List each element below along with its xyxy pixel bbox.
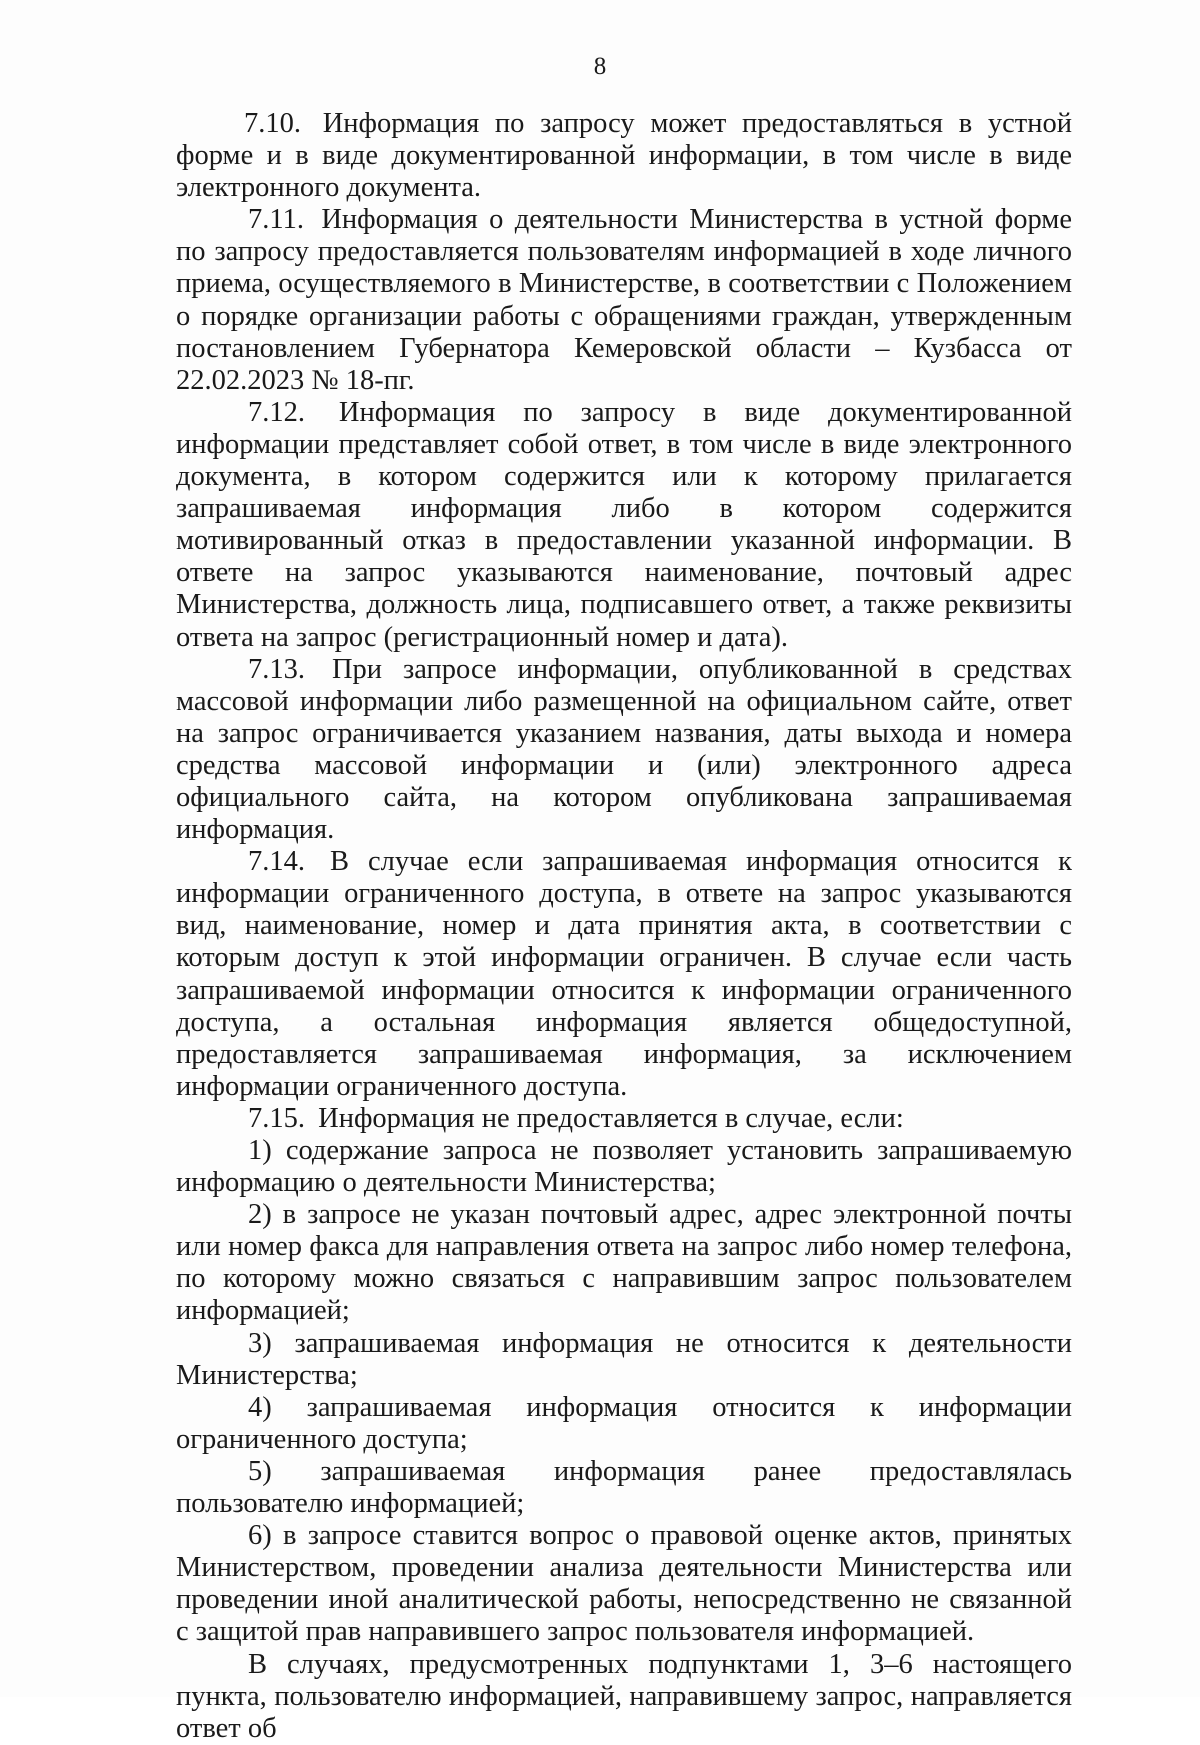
paragraph-7-12 (176, 397, 1072, 654)
paragraph-7-13 (176, 654, 1072, 847)
paragraph-7-14 (176, 846, 1072, 1103)
list-item-5: 5) запрашиваемая информация ранее предоставлялась пользователю информацией; (176, 1455, 1072, 1520)
paragraph-7-11 (176, 204, 1072, 397)
list-item-4: 4) запрашиваемая информация относится к информации ограниченного доступа; (176, 1391, 1072, 1455)
document-body (176, 108, 1072, 1745)
list-item-1: 1) содержание запроса не позволяет установить запрашиваемую информацию о деятельности Министерства; (176, 1135, 1072, 1199)
paragraph-text: Информация о деятельности Министерства в устной форме по запросу предоставляется пользователям информацией в ходе личного приема, осуществляемого в Министерстве, в соответствии с Положением о порядке организации работы с обращениями граждан, утвержденным постановлением Губернатора Кемеровской области – Кузбасса от 22.02.2023 № 18-пг. (176, 204, 1072, 396)
paragraph-number: 7.15. (248, 1102, 305, 1134)
list-item-2: 2) в запросе не указан почтовый адрес, адрес электронной почты или номер факса для направления ответа на запрос либо номер телефона, по которому можно связаться с направившим запрос пользователем информацией; (176, 1199, 1072, 1327)
closing-paragraph: В случаях, предусмотренных подпунктами 1, 3–6 настоящего пункта, пользователю информацией, направившему запрос, направляется ответ об (176, 1648, 1072, 1744)
paragraph-text: Информация по запросу в виде документированной информации представляет собой ответ, в том числе в виде электронного документа, в котором содержится или к которому прилагается запрашиваемая информация либо в котором содержится мотивированный отказ в предоставлении указанной информации. В ответе на запрос указываются наименование, почтовый адрес Министерства, должность лица, подписавшего ответ, а также реквизиты ответа на запрос (регистрационный номер и дата). (176, 396, 1072, 653)
paragraph-7-10 (176, 108, 1072, 204)
list-item-6: 6) в запросе ставится вопрос о правовой оценке актов, принятых Министерством, проведении анализа деятельности Министерства или проведении иной аналитической работы, непосредственно не связанной с защитой прав направившего запрос пользователя информацией. (176, 1520, 1072, 1648)
paragraph-number: 7.10. (244, 108, 301, 139)
paragraph-text: Информация не предоставляется в случае, если: (318, 1102, 904, 1134)
paragraph-text: В случае если запрашиваемая информация относится к информации ограниченного доступа, в ответе на запрос указываются вид, наименование, номер и дата принятия акта, в соответствии с которым доступ к этой информации ограничен. В случае если часть запрашиваемой информации относится к информации ограниченного доступа, а остальная информация является общедоступной, предоставляется запрашиваемая информация, за исключением информации ограниченного доступа. (176, 846, 1072, 1102)
paragraph-number: 7.12. (248, 396, 305, 428)
paragraph-text: Информация по запросу может предоставляться в устной форме и в виде документированной информации, в том числе в виде электронного документа. (176, 108, 1073, 204)
paragraph-number: 7.14. (248, 846, 305, 878)
paragraph-7-15 (176, 1103, 1072, 1135)
paragraph-number: 7.11. (248, 204, 304, 236)
paragraph-text: При запросе информации, опубликованной в средствах массовой информации либо размещенной на официальном сайте, ответ на запрос ограничивается указанием названия, даты выхода и номера средства массовой информации и (или) электронного адреса официального сайта, на котором опубликована запрашиваемая информация. (176, 653, 1072, 846)
list-item-3: 3) запрашиваемая информация не относится к деятельности Министерства; (176, 1327, 1072, 1391)
page-number: 8 (593, 53, 607, 80)
paragraph-number: 7.13. (248, 653, 305, 685)
